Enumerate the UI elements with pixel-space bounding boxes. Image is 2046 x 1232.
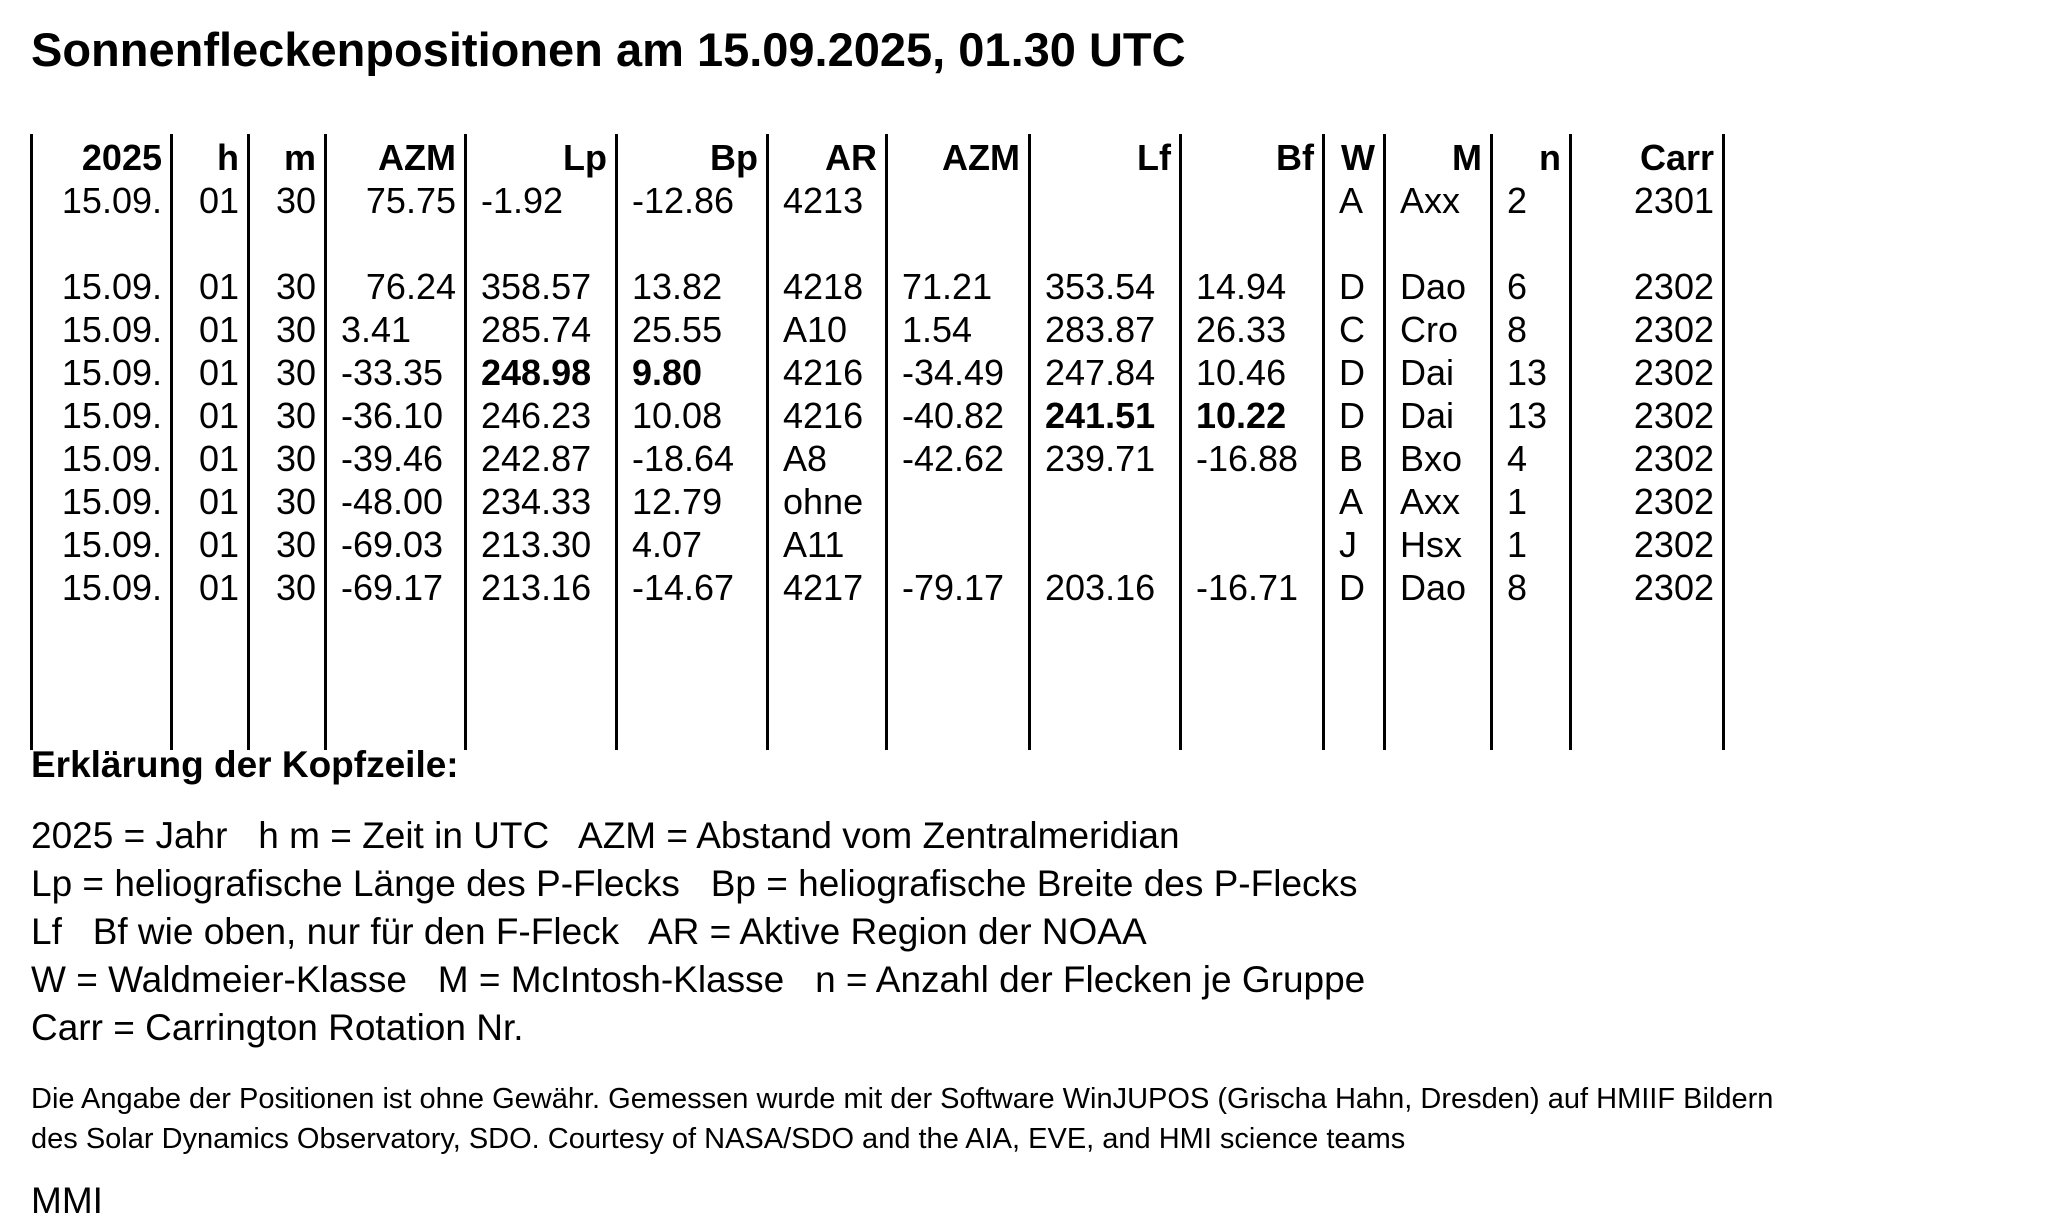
cell-minute: 30 [249, 308, 326, 351]
cell-waldmeier: A [1324, 179, 1385, 222]
cell-bp: 12.79 [617, 480, 768, 523]
cell-mcintosh: Dao [1385, 566, 1492, 609]
cell-carrington: 2302 [1571, 480, 1724, 523]
header-lf: Lf [1030, 134, 1181, 179]
cell-mcintosh: Dao [1385, 265, 1492, 308]
cell-mcintosh: Bxo [1385, 437, 1492, 480]
cell-waldmeier: J [1324, 523, 1385, 566]
explanation-text [31, 812, 1365, 1052]
cell-lp: 246.23 [466, 394, 617, 437]
table-row [32, 523, 1724, 566]
cell-ar: 4213 [768, 179, 887, 222]
cell-carrington: 2302 [1571, 351, 1724, 394]
cell-date: 15.09. [32, 566, 172, 609]
cell-mcintosh: Axx [1385, 480, 1492, 523]
cell-azm-p: -69.03 [326, 523, 466, 566]
header-bp: Bp [617, 134, 768, 179]
cell-count: 1 [1492, 523, 1571, 566]
cell-bp: -12.86 [617, 179, 768, 222]
cell-waldmeier: D [1324, 566, 1385, 609]
header-hour: h [172, 134, 249, 179]
cell-bf [1181, 179, 1324, 222]
cell-lf: 353.54 [1030, 265, 1181, 308]
cell-lf: 247.84 [1030, 351, 1181, 394]
cell-hour: 01 [172, 437, 249, 480]
cell-bf [1181, 480, 1324, 523]
cell-bp: 13.82 [617, 265, 768, 308]
header-ar: AR [768, 134, 887, 179]
cell-azm-p: -48.00 [326, 480, 466, 523]
cell-date: 15.09. [32, 179, 172, 222]
cell-date: 15.09. [32, 523, 172, 566]
cell-azm-p: -36.10 [326, 394, 466, 437]
cell-date: 15.09. [32, 480, 172, 523]
disclaimer-line: des Solar Dynamics Observatory, SDO. Courtesy of NASA/SDO and the AIA, EVE, and HMI science teams [31, 1123, 1406, 1155]
cell-bf: 26.33 [1181, 308, 1324, 351]
header-mcintosh: M [1385, 134, 1492, 179]
explanation-title: Erklärung der Kopfzeile: [31, 744, 459, 785]
cell-ar: A11 [768, 523, 887, 566]
table-header-row [32, 134, 1724, 179]
cell-hour: 01 [172, 523, 249, 566]
cell-carrington: 2302 [1571, 265, 1724, 308]
cell-carrington: 2301 [1571, 179, 1724, 222]
cell-bp: -18.64 [617, 437, 768, 480]
cell-lf: 241.51 [1030, 394, 1181, 437]
cell-bp: 25.55 [617, 308, 768, 351]
cell-azm-p: 75.75 [326, 179, 466, 222]
cell-count: 4 [1492, 437, 1571, 480]
cell-bf: 14.94 [1181, 265, 1324, 308]
header-year: 2025 [32, 134, 172, 179]
cell-carrington: 2302 [1571, 308, 1724, 351]
explanation-line: Lf Bf wie oben, nur für den F-Fleck AR = Aktive Region der NOAA [31, 911, 1147, 952]
cell-minute: 30 [249, 437, 326, 480]
cell-azm-f: -40.82 [887, 394, 1030, 437]
cell-date: 15.09. [32, 308, 172, 351]
cell-hour: 01 [172, 308, 249, 351]
cell-lp: 242.87 [466, 437, 617, 480]
cell-lf [1030, 523, 1181, 566]
disclaimer-line: Die Angabe der Positionen ist ohne Gewähr. Gemessen wurde mit der Software WinJUPOS (Grischa Hahn, Dresden) auf HMIIF Bildern [31, 1083, 1774, 1115]
cell-azm-f: -42.62 [887, 437, 1030, 480]
cell-lf: 283.87 [1030, 308, 1181, 351]
cell-waldmeier: C [1324, 308, 1385, 351]
cell-azm-f: 1.54 [887, 308, 1030, 351]
header-minute: m [249, 134, 326, 179]
header-waldmeier: W [1324, 134, 1385, 179]
cell-minute: 30 [249, 566, 326, 609]
cell-hour: 01 [172, 394, 249, 437]
signature: MMI [31, 1180, 103, 1221]
table-row [32, 179, 1724, 222]
cell-mcintosh: Dai [1385, 351, 1492, 394]
cell-count: 6 [1492, 265, 1571, 308]
table-row [32, 265, 1724, 308]
cell-lp: 358.57 [466, 265, 617, 308]
cell-carrington: 2302 [1571, 437, 1724, 480]
cell-azm-f [887, 523, 1030, 566]
disclaimer-text [31, 1079, 1773, 1159]
cell-minute: 30 [249, 179, 326, 222]
cell-bf: -16.71 [1181, 566, 1324, 609]
cell-mcintosh: Hsx [1385, 523, 1492, 566]
cell-waldmeier: D [1324, 351, 1385, 394]
cell-lf: 203.16 [1030, 566, 1181, 609]
cell-date: 15.09. [32, 437, 172, 480]
cell-azm-p: -39.46 [326, 437, 466, 480]
header-bf: Bf [1181, 134, 1324, 179]
page-title: Sonnenfleckenpositionen am 15.09.2025, 01.30 UTC [31, 23, 1186, 76]
cell-mcintosh: Axx [1385, 179, 1492, 222]
cell-mcintosh: Dai [1385, 394, 1492, 437]
cell-ar: A8 [768, 437, 887, 480]
table-row [32, 308, 1724, 351]
cell-azm-f [887, 480, 1030, 523]
cell-count: 2 [1492, 179, 1571, 222]
table-row [32, 351, 1724, 394]
cell-mcintosh: Cro [1385, 308, 1492, 351]
cell-minute: 30 [249, 523, 326, 566]
cell-azm-p: -33.35 [326, 351, 466, 394]
cell-waldmeier: A [1324, 480, 1385, 523]
cell-azm-p: -69.17 [326, 566, 466, 609]
cell-date: 15.09. [32, 394, 172, 437]
cell-lp: 213.16 [466, 566, 617, 609]
cell-ar: ohne [768, 480, 887, 523]
cell-bf: -16.88 [1181, 437, 1324, 480]
cell-count: 13 [1492, 394, 1571, 437]
cell-azm-p: 76.24 [326, 265, 466, 308]
cell-waldmeier: D [1324, 265, 1385, 308]
cell-count: 8 [1492, 566, 1571, 609]
cell-lp: 285.74 [466, 308, 617, 351]
sunspot-table-container [30, 134, 1725, 750]
cell-bp: 10.08 [617, 394, 768, 437]
cell-bp: 9.80 [617, 351, 768, 394]
cell-minute: 30 [249, 351, 326, 394]
cell-minute: 30 [249, 394, 326, 437]
cell-azm-f: 71.21 [887, 265, 1030, 308]
cell-hour: 01 [172, 351, 249, 394]
cell-bp: -14.67 [617, 566, 768, 609]
explanation-line: Lp = heliografische Länge des P-Flecks Bp = heliografische Breite des P-Flecks [31, 863, 1358, 904]
cell-bf: 10.22 [1181, 394, 1324, 437]
cell-waldmeier: B [1324, 437, 1385, 480]
table-row [32, 566, 1724, 609]
cell-ar: 4216 [768, 351, 887, 394]
header-lp: Lp [466, 134, 617, 179]
cell-carrington: 2302 [1571, 566, 1724, 609]
table-row [32, 394, 1724, 437]
cell-bp: 4.07 [617, 523, 768, 566]
cell-hour: 01 [172, 179, 249, 222]
header-azm-f: AZM [887, 134, 1030, 179]
cell-hour: 01 [172, 265, 249, 308]
cell-count: 1 [1492, 480, 1571, 523]
cell-date: 15.09. [32, 265, 172, 308]
table-row [32, 480, 1724, 523]
cell-minute: 30 [249, 480, 326, 523]
cell-count: 8 [1492, 308, 1571, 351]
cell-lf: 239.71 [1030, 437, 1181, 480]
cell-lp: 213.30 [466, 523, 617, 566]
cell-lf [1030, 179, 1181, 222]
cell-ar: 4218 [768, 265, 887, 308]
cell-lp: 248.98 [466, 351, 617, 394]
cell-azm-f: -34.49 [887, 351, 1030, 394]
cell-count: 13 [1492, 351, 1571, 394]
header-azm-p: AZM [326, 134, 466, 179]
table-row [32, 437, 1724, 480]
filler-row [32, 609, 1724, 750]
cell-bf [1181, 523, 1324, 566]
explanation-line: Carr = Carrington Rotation Nr. [31, 1007, 524, 1048]
cell-hour: 01 [172, 566, 249, 609]
cell-ar: 4216 [768, 394, 887, 437]
cell-waldmeier: D [1324, 394, 1385, 437]
cell-minute: 30 [249, 265, 326, 308]
cell-lp: -1.92 [466, 179, 617, 222]
cell-lf [1030, 480, 1181, 523]
explanation-line: W = Waldmeier-Klasse M = McIntosh-Klasse n = Anzahl der Flecken je Gruppe [31, 959, 1366, 1000]
cell-carrington: 2302 [1571, 394, 1724, 437]
blank-row [32, 222, 1724, 265]
cell-ar: A10 [768, 308, 887, 351]
cell-lp: 234.33 [466, 480, 617, 523]
sunspot-table [30, 134, 1725, 750]
cell-azm-p: 3.41 [326, 308, 466, 351]
cell-azm-f [887, 179, 1030, 222]
cell-azm-f: -79.17 [887, 566, 1030, 609]
cell-date: 15.09. [32, 351, 172, 394]
cell-bf: 10.46 [1181, 351, 1324, 394]
cell-hour: 01 [172, 480, 249, 523]
header-count: n [1492, 134, 1571, 179]
header-carrington: Carr [1571, 134, 1724, 179]
cell-carrington: 2302 [1571, 523, 1724, 566]
explanation-line: 2025 = Jahr h m = Zeit in UTC AZM = Abstand vom Zentralmeridian [31, 815, 1180, 856]
cell-ar: 4217 [768, 566, 887, 609]
